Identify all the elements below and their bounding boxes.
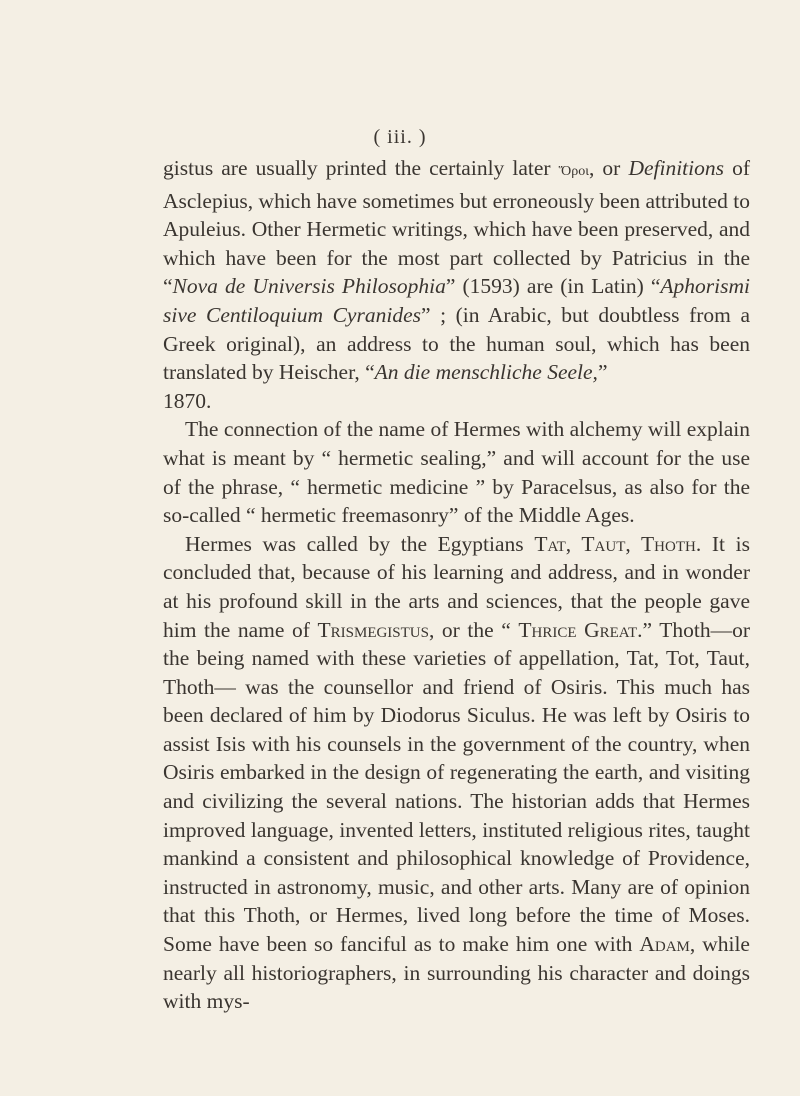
paragraph-2: The connection of the name of Hermes with alchemy will explain what is meant by “ hermetic sealing,” and will account for the use of the phrase, “ hermetic medicine ” by Paracelsus, as also for the so-called “ hermetic freemasonry” of the Middle Ages. — [163, 417, 750, 528]
small-caps-trismegistus: Trismegistus — [317, 617, 429, 642]
page-number: ( iii. ) — [373, 126, 427, 148]
small-caps-names: Tat, Taut, Thoth — [534, 531, 696, 556]
text-run: , while nearly all historiographers, in surrounding his character and doings with mys- — [163, 932, 750, 1014]
text-run: Hermes was called by the Egyptians — [185, 531, 535, 556]
italic-title-definitions: Definitions — [628, 156, 724, 180]
text-run: ” ; (in Arabic, but doubtless from a Greek original), an address to the human soul, which has been translated by Heischer, “ — [163, 302, 750, 385]
text-run: gistus are usually printed the certainly later — [163, 156, 559, 180]
text-run: .” Thoth—or the being named with these varieties of appellation, Tat, Tot, Taut, Thoth— was the counsellor and friend of Osiris. This much has been declared of him by Diodorus Siculus. He was left by Osiris to assist Isis with his counsels in the government of the country, when Osiris embarked in the design of regenerating the earth, and visiting and civilizing the several nations. The historian adds that Hermes improved language, invented letters, instituted religious rites, taught mankind a consistent and philosophical knowledge of Providence, instructed in astronomy, music, and other arts. Many are of opinion that this Thoth, or Hermes, lived long before the time of Moses. Some have been so fanciful as to make him one with — [163, 617, 751, 957]
text-run: ” — [597, 360, 608, 385]
text-run: . It is concluded that, because of his learning and address, and in wonder at his profound skill in the arts and sciences, that the people gave him the name of — [163, 531, 750, 642]
text-run: ” (1593) are (in Latin) “ — [445, 274, 661, 299]
italic-title-nova: Nova de Universis Philosophia — [172, 274, 446, 299]
small-caps-adam: Adam — [639, 932, 690, 957]
body-text — [163, 154, 750, 1016]
italic-title-aphorismi: Aphorismi sive Centiloquium Cyranides — [163, 274, 750, 327]
text-run: of Asclepius, which have sometimes but erroneously been attributed to Apuleius. Other Hermetic writings, which have been preserved, and which have been for the most part collected by Patricius in the “ — [163, 156, 750, 299]
italic-title-seele: An die menschliche Seele, — [374, 360, 598, 385]
greek-word: Ὅροι — [558, 164, 589, 179]
paragraph-3 — [163, 530, 750, 1016]
small-caps-thrice-great: Thrice Great — [518, 617, 638, 642]
date-line: 1870. — [163, 388, 212, 413]
text-run: , or the “ — [428, 617, 519, 642]
text-run: , or — [588, 156, 629, 180]
paragraph-1 — [163, 154, 750, 415]
